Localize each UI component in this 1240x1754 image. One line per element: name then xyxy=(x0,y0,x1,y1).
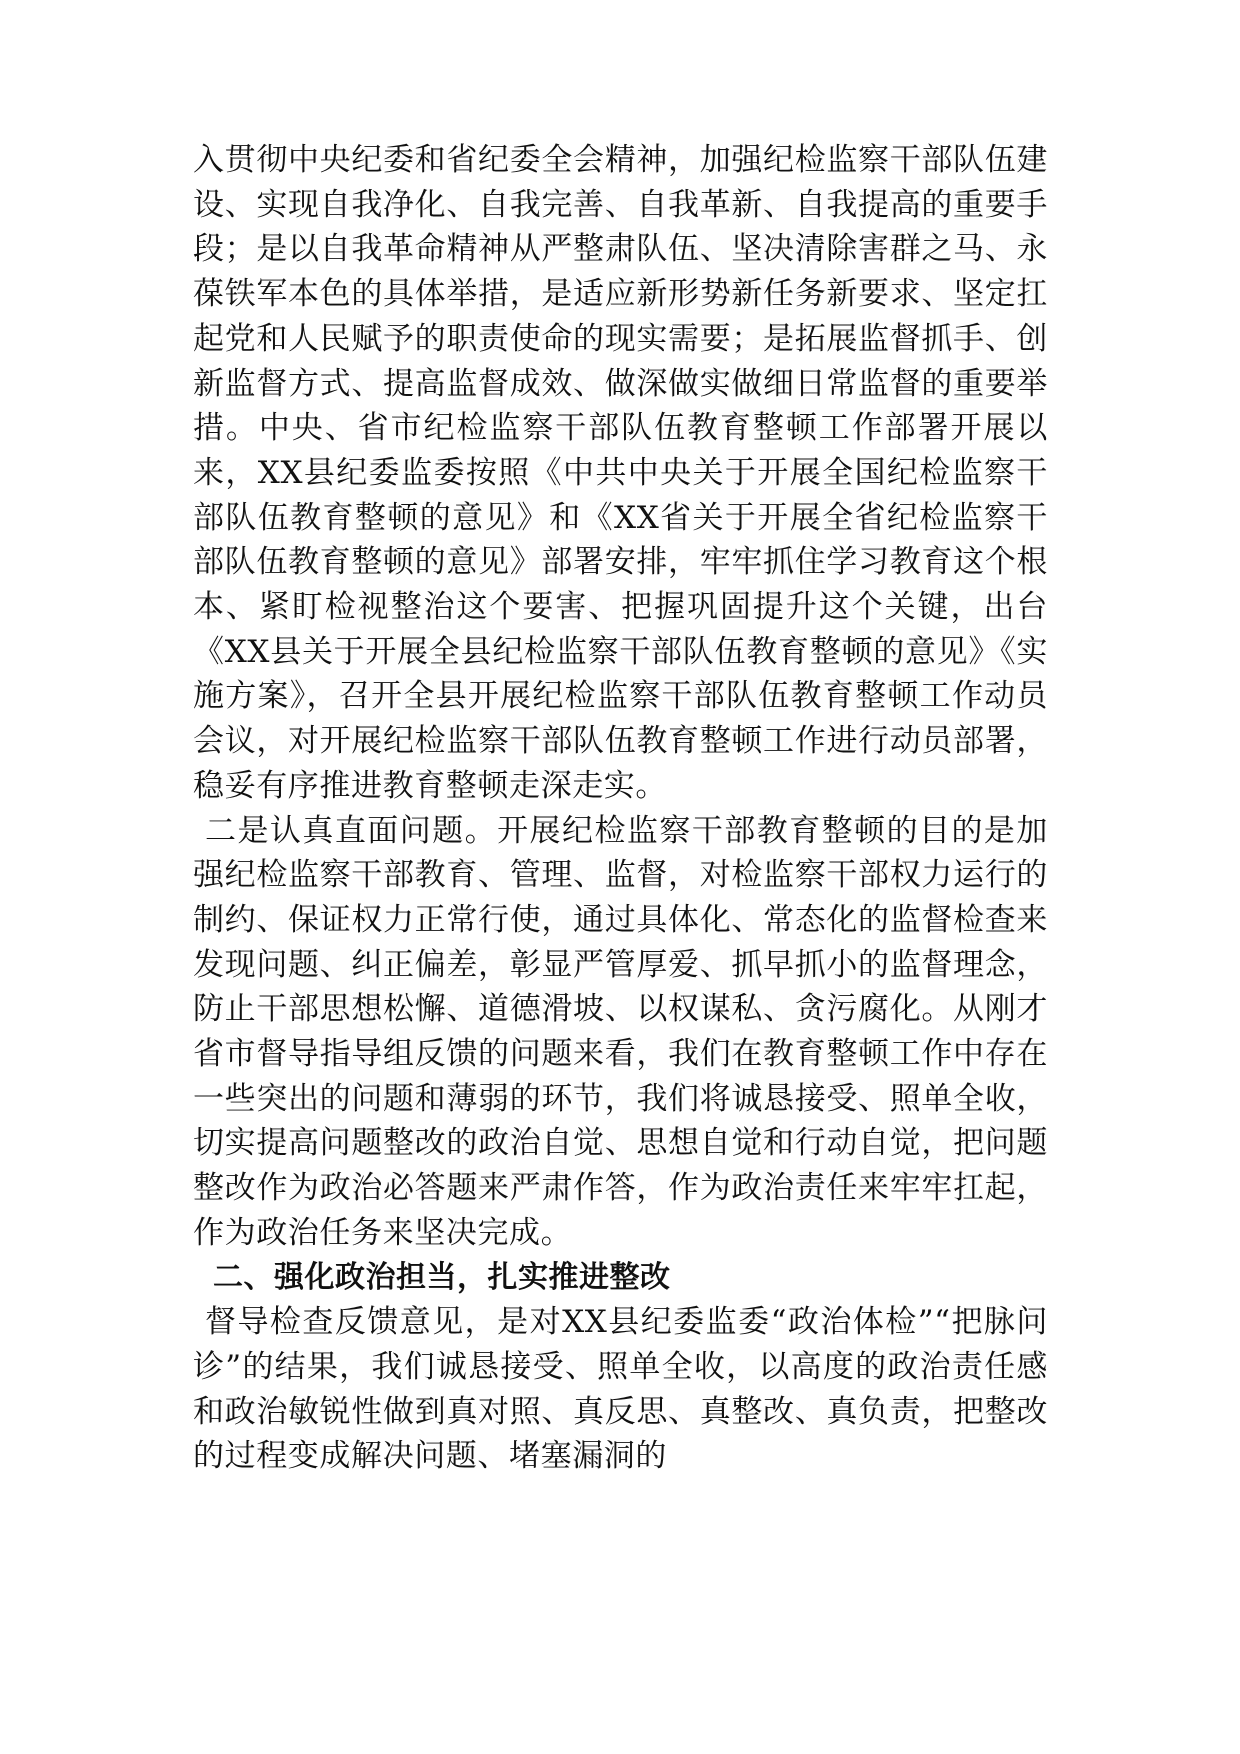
paragraph-3: 督导检查反馈意见，是对XX县纪委监委“政治体检”“把脉问诊”的结果，我们诚恳接受、照单全收，以高度的政治责任感和政治敏锐性做到真对照、真反思、真整改、真负责，把整改的过程变成解决问题、堵塞漏洞的 xyxy=(193,1304,1048,1475)
paragraph-2: 二是认真直面问题。开展纪检监察干部教育整顿的目的是加强纪检监察干部教育、管理、监督，对检监察干部权力运行的制约、保证权力正常行使，通过具体化、常态化的监督检查来发现问题、纠正偏差，彰显严管厚爱、抓早抓小的监督理念，防止干部思想松懈、道德滑坡、以权谋私、贪污腐化。从刚才省市督导指导组反馈的问题来看，我们在教育整顿工作中存在一些突出的问题和薄弱的环节，我们将诚恳接受、照单全收，切实提高问题整改的政治自觉、思想自觉和行动自觉，把问题整改作为政治必答题来严肃作答，作为政治责任来牢牢扛起，作为政治任务来坚决完成。 xyxy=(193,812,1048,1251)
section-heading: 二、强化政治担当，扎实推进整改 xyxy=(213,1259,671,1295)
document-body xyxy=(193,138,1048,1479)
paragraph-1: 入贯彻中央纪委和省纪委全会精神，加强纪检监察干部队伍建设、实现自我净化、自我完善、自我革新、自我提高的重要手段；是以自我革命精神从严整肃队伍、坚决清除害群之马、永葆铁军本色的具体举措，是适应新形势新任务新要求、坚定扛起党和人民赋予的职责使命的现实需要；是拓展监督抓手、创新监督方式、提高监督成效、做深做实做细日常监督的重要举措。中央、省市纪检监察干部队伍教育整顿工作部署开展以来，XX县纪委监委按照《中共中央关于开展全国纪检监察干部队伍教育整顿的意见》和《XX省关于开展全省纪检监察干部队伍教育整顿的意见》部署安排，牢牢抓住学习教育这个根本、紧盯检视整治这个要害、把握巩固提升这个关键，出台《XX县关于开展全县纪检监察干部队伍教育整顿的意见》《实施方案》，召开全县开展纪检监察干部队伍教育整顿工作动员会议，对开展纪检监察干部队伍教育整顿工作进行动员部署，稳妥有序推进教育整顿走深走实。 xyxy=(193,142,1048,804)
